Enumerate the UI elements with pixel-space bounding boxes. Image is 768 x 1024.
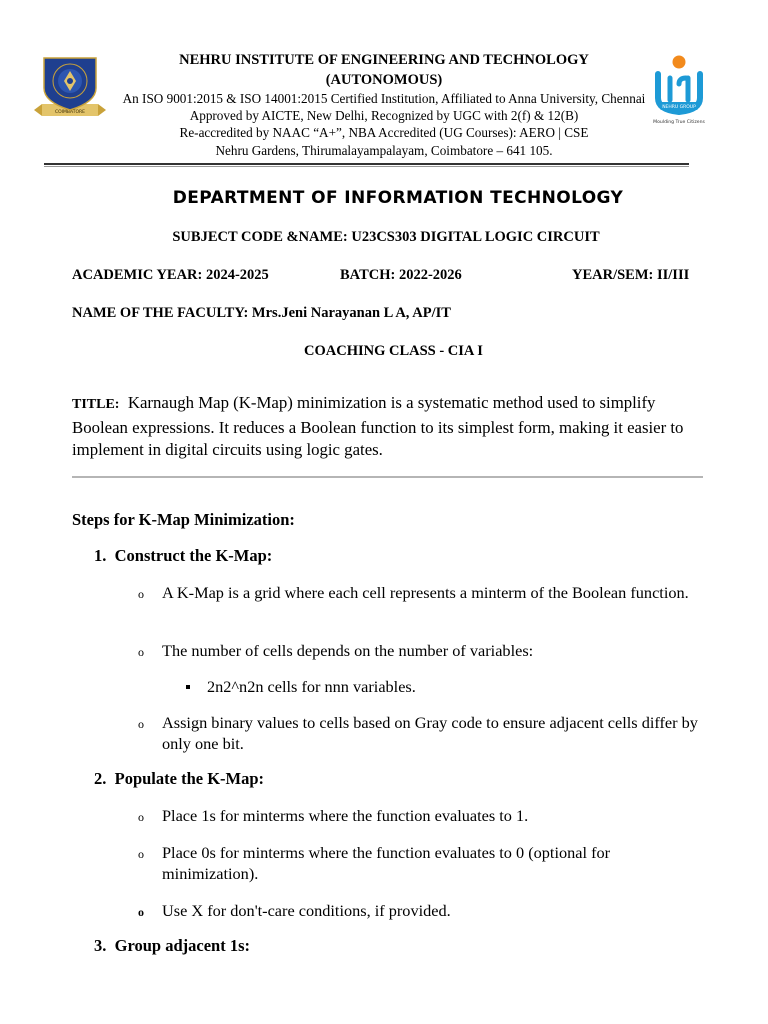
bullet-icon: o [138, 587, 144, 601]
coaching-class: COACHING CLASS - CIA I [304, 343, 483, 359]
institution-name: NEHRU INSTITUTE OF ENGINEERING AND TECHNOLOGY [179, 52, 589, 68]
nri-logo-name: NEHRU GROUP [662, 105, 696, 110]
nehru-group-logo [650, 54, 708, 126]
step-2-item-3: Use X for don't-care conditions, if provided. [162, 901, 451, 920]
step-2-number: 2. [94, 769, 107, 788]
year-sem: YEAR/SEM: II/III [572, 267, 690, 283]
step-1-item-2: The number of cells depends on the number of variables: [162, 641, 534, 660]
header-divider [44, 163, 689, 165]
step-3-heading [94, 936, 250, 956]
step-1-item-3: Assign binary values to cells based on Gray code to ensure adjacent cells differ by only one bit. [162, 713, 698, 753]
department-title: DEPARTMENT OF INFORMATION TECHNOLOGY [172, 188, 624, 208]
crest-banner-text: COIMBATORE [55, 110, 85, 115]
bullet-icon: o [138, 645, 144, 659]
bullet-icon: o [138, 810, 144, 824]
steps-heading: Steps for K-Map Minimization: [72, 510, 295, 529]
subject-line: SUBJECT CODE &NAME: U23CS303 DIGITAL LOGIC CIRCUIT [172, 229, 600, 245]
step-1-heading [94, 546, 272, 566]
institution-iso-line: An ISO 9001:2015 & ISO 14001:2015 Certified Institution, Affiliated to Anna University, Chennai [122, 91, 646, 106]
step-3-title: Group adjacent 1s: [114, 936, 250, 955]
institution-aicte-line: Approved by AICTE, New Delhi, Recognized by UGC with 2(f) & 12(B) [189, 108, 579, 123]
step-1-title: Construct the K-Map: [114, 546, 273, 565]
title-paragraph [72, 392, 702, 462]
batch: BATCH: 2022-2026 [340, 267, 462, 283]
step-1-subitem: 2n2^n2n cells for nnn variables. [207, 677, 416, 696]
section-divider [72, 476, 703, 478]
title-text: Karnaugh Map (K-Map) minimization is a systematic method used to simplify Boolean expressions. It reduces a Boolean function to its simplest form, making it easier to implement in digital circuits using logic gates. [72, 393, 684, 459]
step-1-number: 1. [94, 546, 107, 565]
bullet-icon: o [138, 847, 144, 861]
academic-year: ACADEMIC YEAR: 2024-2025 [72, 267, 269, 283]
institution-autonomous: (AUTONOMOUS) [325, 72, 443, 88]
step-2-heading [94, 769, 264, 789]
bullet-icon: o [138, 905, 144, 919]
institution-address-line: Nehru Gardens, Thirumalayampalayam, Coimbatore – 641 105. [215, 143, 553, 158]
square-bullet-icon [186, 685, 190, 689]
institution-naac-line: Re-accredited by NAAC “A+”, NBA Accredited (UG Courses): AERO | CSE [179, 125, 589, 140]
step-2-item-2: Place 0s for minterms where the function evaluates to 0 (optional for minimization). [162, 843, 611, 883]
bullet-icon: o [138, 717, 144, 731]
step-3-number: 3. [94, 936, 107, 955]
step-2-item-1: Place 1s for minterms where the function evaluates to 1. [162, 806, 529, 825]
step-1-item-1: A K-Map is a grid where each cell represents a minterm of the Boolean function. [162, 583, 689, 602]
nri-logo-tagline: Moulding True Citizens [653, 120, 705, 125]
faculty-name: NAME OF THE FACULTY: Mrs.Jeni Narayanan L A, AP/IT [72, 305, 451, 321]
step-2-title: Populate the K-Map: [114, 769, 265, 788]
header-divider-thin [44, 166, 689, 167]
title-label: TITLE: [72, 397, 120, 412]
